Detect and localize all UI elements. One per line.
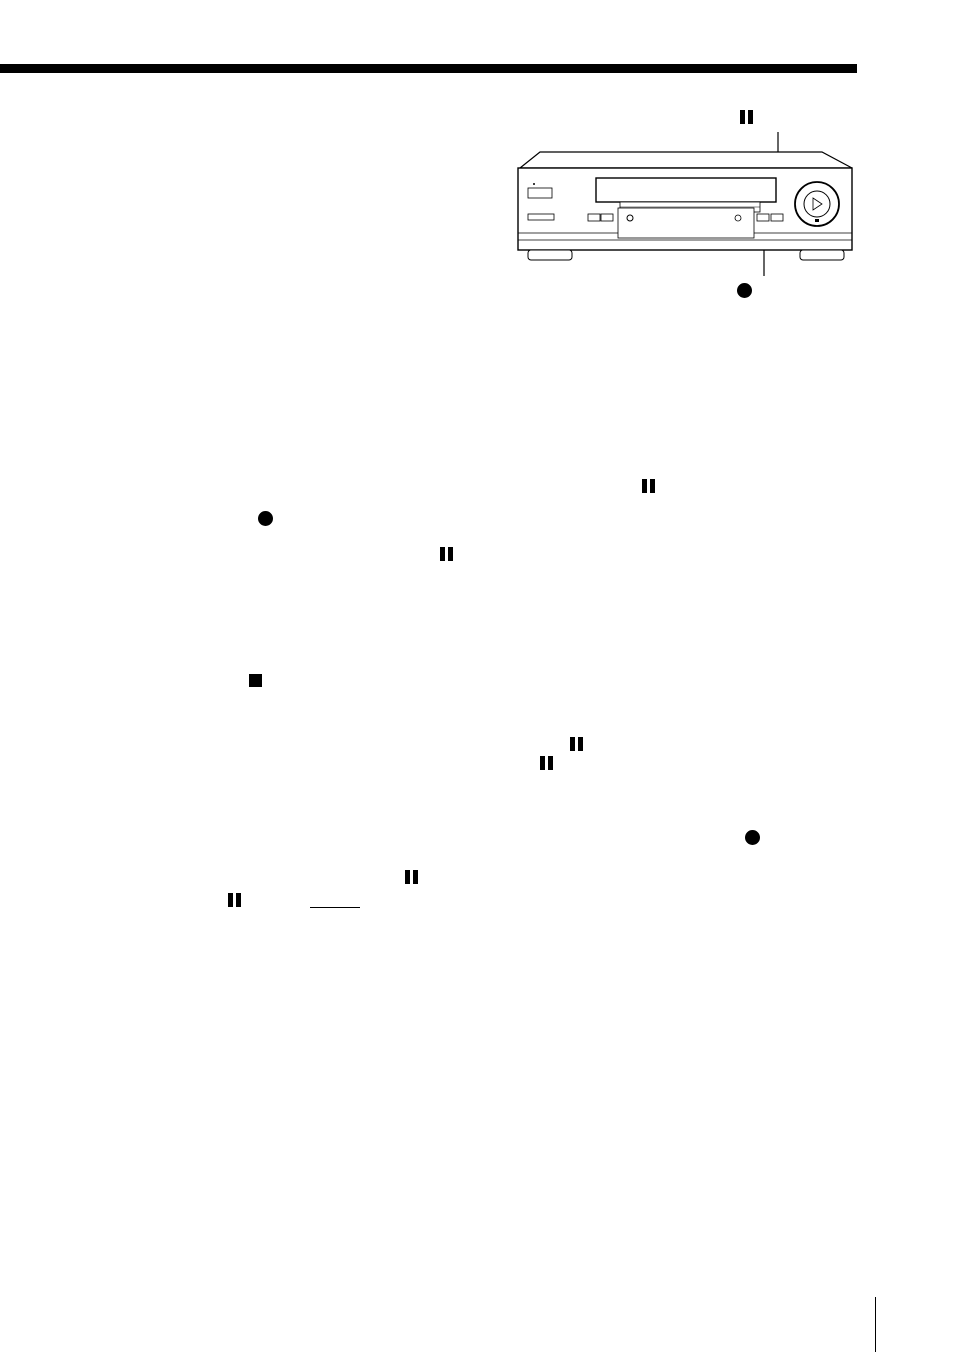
pause-icon bbox=[228, 893, 242, 907]
pause-icon bbox=[440, 547, 454, 561]
vcr-top bbox=[520, 152, 852, 168]
pause-icon bbox=[642, 479, 656, 493]
cassette-slot bbox=[596, 178, 776, 202]
eject-button bbox=[528, 214, 554, 220]
record-button bbox=[757, 214, 769, 221]
pause-icon bbox=[740, 110, 754, 124]
stop-icon bbox=[249, 674, 262, 687]
power-button bbox=[528, 188, 552, 198]
header-rule bbox=[0, 64, 857, 73]
door-knob-left bbox=[627, 215, 633, 221]
underline-mark bbox=[310, 907, 360, 908]
channel-up-button bbox=[601, 214, 613, 221]
pause-icon bbox=[405, 870, 419, 884]
page-edge-rule bbox=[875, 1297, 876, 1352]
sensor-right bbox=[735, 215, 741, 221]
pause-icon bbox=[570, 737, 584, 751]
vcr-illustration bbox=[510, 100, 860, 300]
record-icon bbox=[258, 511, 273, 526]
pause-icon bbox=[540, 756, 554, 770]
vcr-foot-left bbox=[528, 250, 572, 260]
record-icon bbox=[737, 283, 752, 298]
channel-down-button bbox=[588, 214, 600, 221]
front-door bbox=[618, 208, 754, 238]
record-icon bbox=[745, 830, 760, 845]
vcr-foot-right bbox=[800, 250, 844, 260]
pause-button bbox=[771, 214, 783, 221]
